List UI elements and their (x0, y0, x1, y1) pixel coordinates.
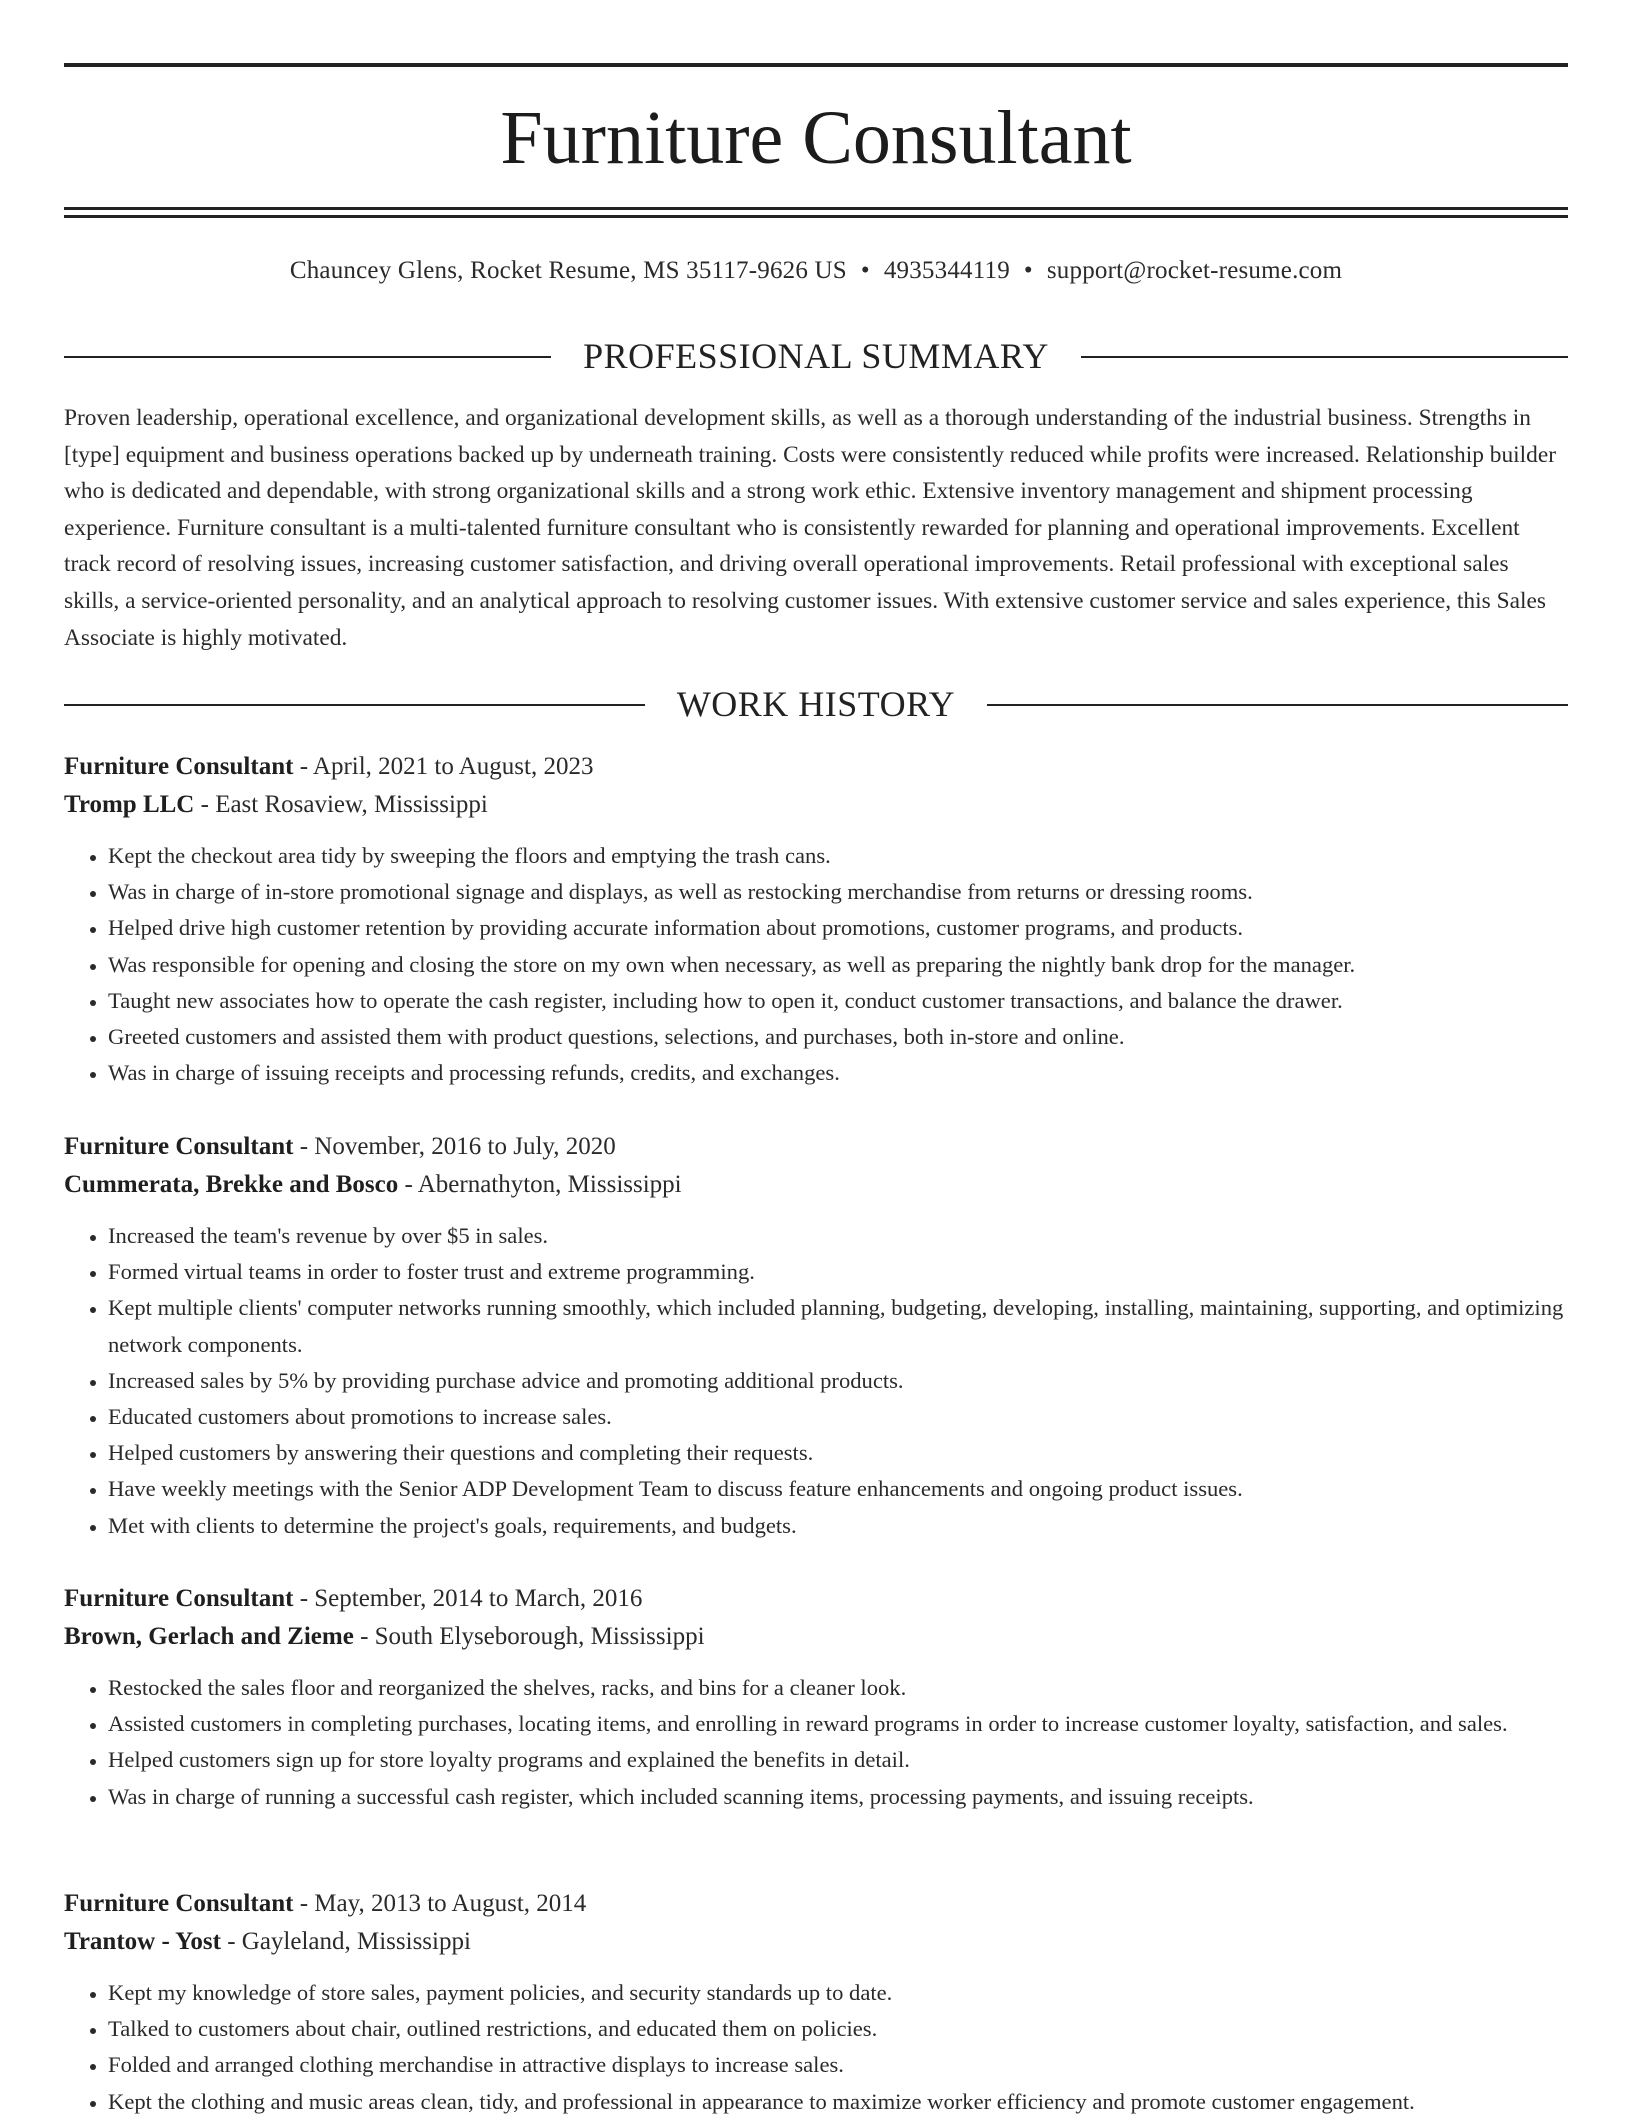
job-entry (64, 1128, 1568, 1544)
job-dates: May, 2013 to August, 2014 (314, 1890, 587, 1917)
job-dates: November, 2016 to July, 2020 (314, 1133, 616, 1160)
section-header-work-history (64, 682, 1568, 726)
contact-email: support@rocket-resume.com (1046, 257, 1343, 284)
job-title-line: Furniture Consultant - September, 2014 to March, 2016 (64, 1585, 643, 1612)
job-bullet-list (64, 1218, 1568, 1544)
job-bullet: • Kept the checkout area tidy by sweeping the floors and emptying the trash cans. (108, 838, 1568, 874)
job-bullet: • Was in charge of in-store promotional signage and displays, as well as restocking merchandise from returns or dressing rooms. (108, 874, 1568, 910)
section-rule-right (1081, 356, 1568, 358)
job-title-line: Furniture Consultant - November, 2016 to July, 2020 (64, 1133, 616, 1160)
job-bullet: • Helped customers sign up for store loyalty programs and explained the benefits in detail. (108, 1742, 1568, 1778)
resume-name: Furniture Consultant (500, 96, 1132, 180)
job-bullet: • Kept my knowledge of store sales, payment policies, and security standards up to date. (108, 1975, 1568, 2011)
job-title: Furniture Consultant (64, 1585, 294, 1612)
job-bullet: • Was in charge of running a successful cash register, which included scanning items, processing payments, and issuing receipts. (108, 1779, 1568, 1815)
job-bullet: • Talked to customers about chair, outlined restrictions, and educated them on policies. (108, 2011, 1568, 2047)
job-bullet: • Greeted customers and assisted them with product questions, selections, and purchases, both in-store and online. (108, 1019, 1568, 1055)
job-title-line: Furniture Consultant - April, 2021 to August, 2023 (64, 753, 594, 780)
header-double-rule-lower (64, 215, 1568, 218)
job-company: Trantow - Yost (64, 1928, 221, 1955)
job-company: Tromp LLC (64, 791, 195, 818)
job-bullet-list (64, 1975, 1568, 2120)
header-top-rule (64, 63, 1568, 67)
job-location: East Rosaview, Mississippi (215, 791, 488, 818)
job-title: Furniture Consultant (64, 1133, 294, 1160)
job-bullet: • Taught new associates how to operate the cash register, including how to open it, conduct customer transactions, and balance the drawer. (108, 983, 1568, 1019)
job-company: Cummerata, Brekke and Bosco (64, 1171, 399, 1198)
section-header-summary (64, 334, 1568, 378)
job-dates: April, 2021 to August, 2023 (312, 753, 594, 780)
job-company-line: Cummerata, Brekke and Bosco - Abernathyton, Mississippi (64, 1171, 682, 1198)
job-company-line: Trantow - Yost - Gayleland, Mississippi (64, 1928, 471, 1955)
job-company-line: Brown, Gerlach and Zieme - South Elyseborough, Mississippi (64, 1623, 705, 1650)
job-location: Gayleland, Mississippi (241, 1928, 471, 1955)
job-company: Brown, Gerlach and Zieme (64, 1623, 354, 1650)
job-bullet: • Increased sales by 5% by providing purchase advice and promoting additional products. (108, 1363, 1568, 1399)
job-bullet: • Educated customers about promotions to increase sales. (108, 1399, 1568, 1435)
section-rule-right (987, 704, 1568, 706)
job-bullet: • Formed virtual teams in order to foster trust and extreme programming. (108, 1254, 1568, 1290)
job-bullet-list (64, 838, 1568, 1091)
job-bullet: • Have weekly meetings with the Senior ADP Development Team to discuss feature enhancements and ongoing product issues. (108, 1471, 1568, 1507)
job-bullet: • Was responsible for opening and closing the store on my own when necessary, as well as preparing the nightly bank drop for the manager. (108, 947, 1568, 983)
summary-text: Proven leadership, operational excellence, and organizational development skills, as well as a thorough understanding of the industrial business. Strengths in [type] equipment and business operations backed up by underneath training. Costs were consistently reduced while profits were increased. Relationship builder who is dedicated and dependable, with strong organizational skills and a strong work ethic. Extensive inventory management and shipment processing experience. Furniture consultant is a multi-talented furniture consultant who is consistently rewarded for planning and operational improvements. Excellent track record of resolving issues, increasing customer satisfaction, and driving overall operational improvements. Retail professional with exceptional sales skills, a service-oriented personality, and an analytical approach to resolving customer issues. With extensive customer service and sales experience, this Sales Associate is highly motivated. (64, 405, 1557, 651)
job-bullet: • Increased the team's revenue by over $5 in sales. (108, 1218, 1568, 1254)
job-bullet: • Helped customers by answering their questions and completing their requests. (108, 1435, 1568, 1471)
job-bullet: • Assisted customers in completing purchases, locating items, and enrolling in reward programs in order to increase customer loyalty, satisfaction, and sales. (108, 1706, 1568, 1742)
job-bullet-list (64, 1670, 1568, 1815)
job-bullet: • Kept the clothing and music areas clean, tidy, and professional in appearance to maximize worker efficiency and promote customer engagement. (108, 2084, 1568, 2120)
job-bullet: • Was in charge of issuing receipts and processing refunds, credits, and exchanges. (108, 1055, 1568, 1091)
contact-phone: 4935344119 (883, 257, 1010, 284)
job-title-line: Furniture Consultant - May, 2013 to August, 2014 (64, 1890, 587, 1917)
contact-separator: • (1023, 257, 1033, 284)
job-title: Furniture Consultant (64, 1890, 294, 1917)
job-dates: September, 2014 to March, 2016 (314, 1585, 643, 1612)
job-entry (64, 748, 1568, 1091)
contact-line (64, 254, 1568, 288)
job-bullet: • Restocked the sales floor and reorganized the shelves, racks, and bins for a cleaner look. (108, 1670, 1568, 1706)
section-title: WORK HISTORY (676, 684, 956, 724)
job-bullet: • Helped drive high customer retention by providing accurate information about promotions, customer programs, and products. (108, 910, 1568, 946)
job-bullet: • Met with clients to determine the project's goals, requirements, and budgets. (108, 1508, 1568, 1544)
job-entry (64, 1885, 1568, 2120)
contact-address: Chauncey Glens, Rocket Resume, MS 35117-9626 US (289, 257, 847, 284)
job-bullet: • Kept multiple clients' computer networks running smoothly, which included planning, budgeting, developing, installing, maintaining, supporting, and optimizing network components. (108, 1290, 1568, 1362)
header-double-rule-upper (64, 207, 1568, 210)
job-bullet: • Folded and arranged clothing merchandise in attractive displays to increase sales. (108, 2047, 1568, 2083)
job-company-line: Tromp LLC - East Rosaview, Mississippi (64, 791, 488, 818)
job-title: Furniture Consultant (64, 753, 294, 780)
job-entry (64, 1580, 1568, 1815)
job-location: Abernathyton, Mississippi (417, 1171, 682, 1198)
job-location: South Elyseborough, Mississippi (374, 1623, 705, 1650)
section-title: PROFESSIONAL SUMMARY (583, 336, 1049, 376)
contact-separator: • (860, 257, 870, 284)
